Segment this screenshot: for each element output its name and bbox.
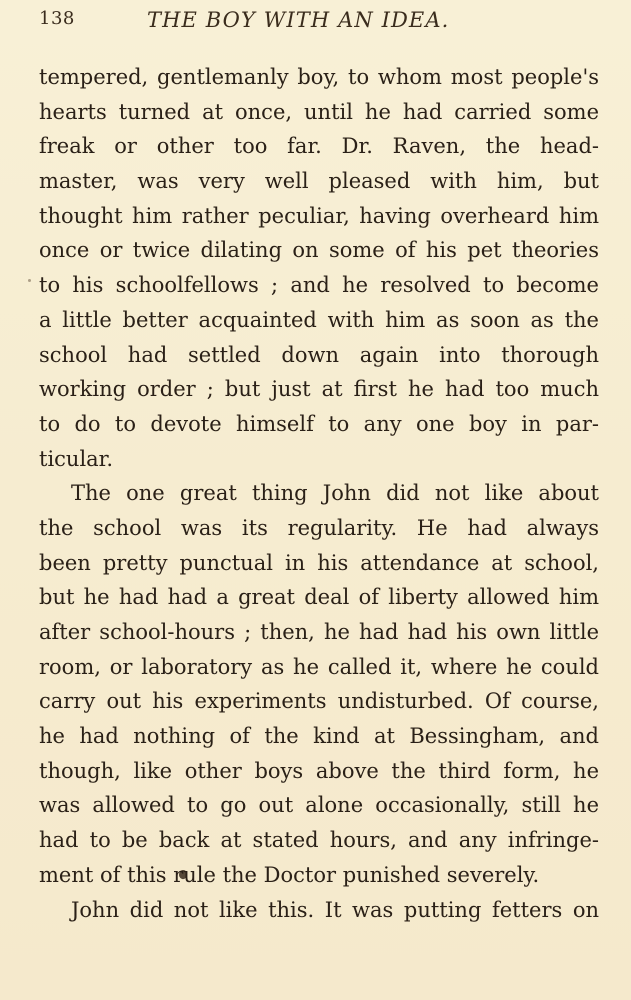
text-line: was allowed to go out alone occasionally, still he	[39, 793, 599, 818]
running-title: THE BOY WITH AN IDEA.	[147, 8, 450, 32]
text-line: he had nothing of the kind at Bessingham, and	[39, 724, 599, 749]
margin-dot	[28, 279, 31, 282]
text-line: but he had had a great deal of liberty allowed him	[39, 585, 599, 610]
text-line: carry out his experiments undisturbed. Of course,	[39, 689, 599, 714]
text-line: a little better acquainted with him as soon as the	[39, 307, 599, 332]
text-line: The one great thing John did not like about	[71, 481, 599, 506]
text-line: though, like other boys above the third form, he	[39, 758, 599, 783]
text-line: John did not like this. It was putting fetters on	[71, 897, 599, 922]
text-line: after school-hours ; then, he had had his own little	[39, 620, 599, 644]
text-line: working order ; but just at first he had too much	[39, 377, 599, 402]
text-line: once or twice dilating on some of his pet theories	[39, 238, 599, 263]
text-line: tempered, gentlemanly boy, to whom most people's	[39, 65, 599, 89]
text-line: hearts turned at once, until he had carried some	[39, 99, 599, 124]
text-line: been pretty punctual in his attendance at school,	[39, 550, 599, 575]
text-line: ment of this rule the Doctor punished severely.	[39, 862, 540, 887]
text-line: ticular.	[39, 446, 114, 471]
text-line: the school was its regularity. He had always	[39, 515, 599, 540]
text-line: freak or other too far. Dr. Raven, the head-	[39, 134, 599, 159]
text-line: thought him rather peculiar, having overheard him	[39, 203, 599, 228]
page-number: 138	[39, 8, 75, 29]
text-line: school had settled down again into thorough	[39, 342, 599, 367]
text-line: to do to devote himself to any one boy in par-	[39, 411, 599, 436]
text-line: room, or laboratory as he called it, where he could	[39, 654, 599, 679]
text-line: had to be back at stated hours, and any infringe-	[39, 828, 599, 853]
text-line: to his schoolfellows ; and he resolved to become	[39, 273, 599, 298]
body-text	[39, 60, 599, 927]
page-header	[39, 8, 599, 36]
text-line: master, was very well pleased with him, but	[39, 169, 599, 194]
